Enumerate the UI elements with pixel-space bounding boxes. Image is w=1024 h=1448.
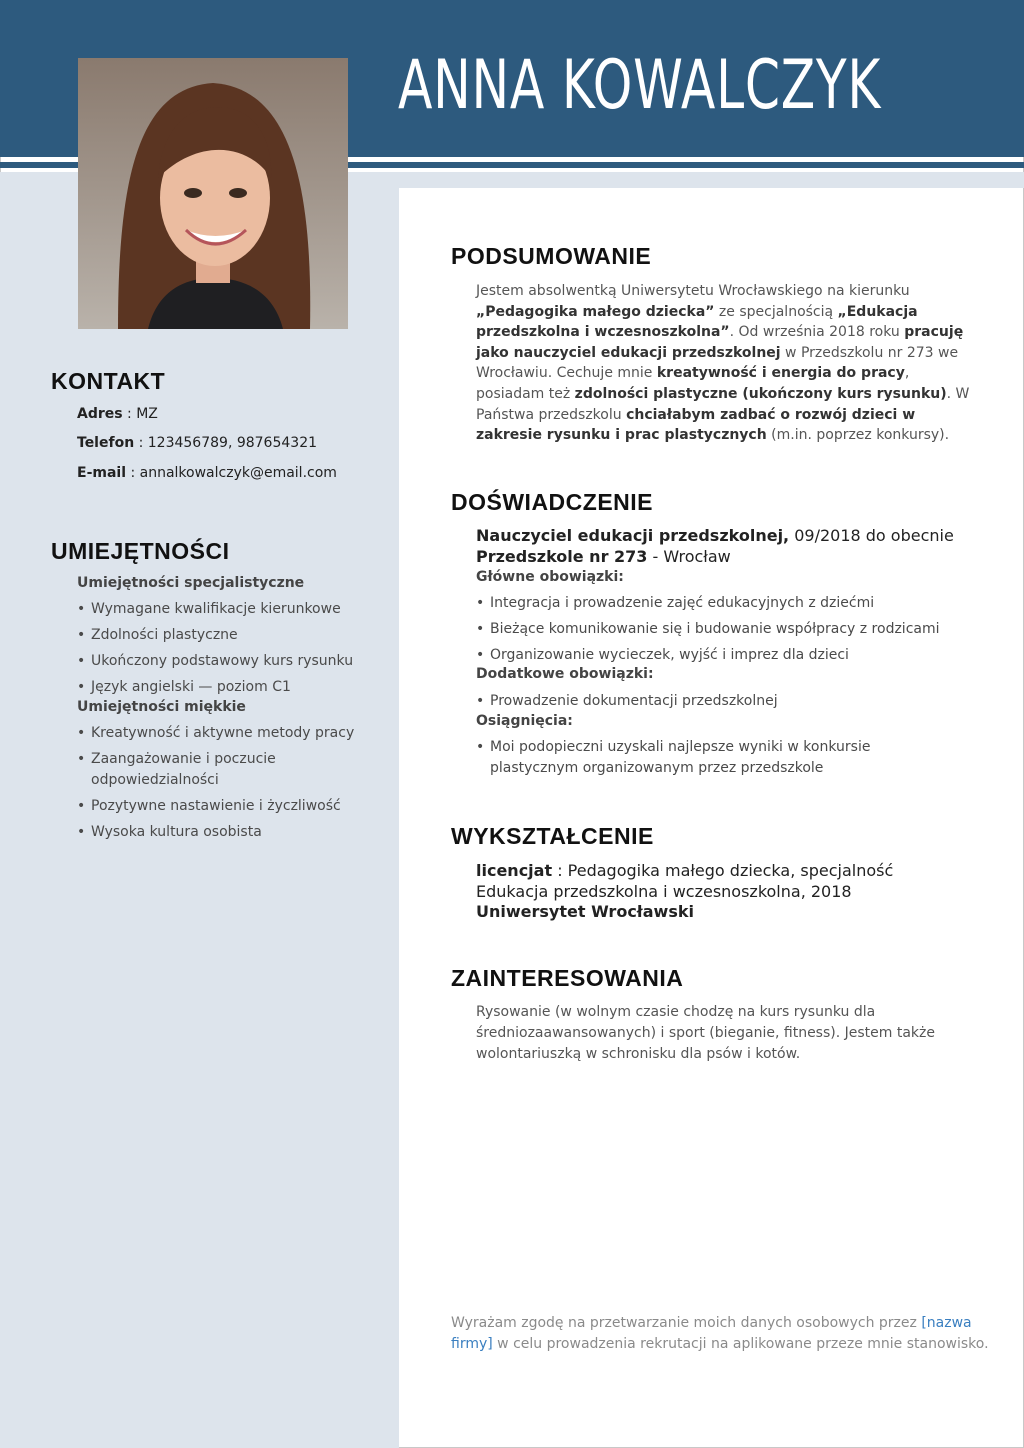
- summary-text: Jestem absolwentką Uniwersytetu Wrocławskiego na kierunku „Pedagogika małego dziecka” ze specjalnością „Edukacja przedszkolna i wczesnoszkolna”. Od września 2018 roku pracuję jako nauczyciel edukacji przedszkolnej w Przedszkolu nr 273 we Wrocławiu. Cechuje mnie kreatywność i energia do pracy, posiadam też zdolności plastyczne (ukończony kurs rysunku). W Państwa przedszkolu chciałabym zadbać o rozwój dzieci w zakresie rysunku i prac plastycznych (m.in. poprzez konkursy).: [476, 283, 970, 444]
- contact-address: [77, 406, 158, 422]
- interests-text: Rysowanie (w wolnym czasie chodzę na kurs rysunku dla średniozaawansowanych) i sport (bieganie, fitness). Jestem także wolontariuszką w schronisku dla psów i kotów.: [476, 1004, 935, 1062]
- job-location: - Wrocław: [647, 547, 731, 566]
- profile-photo: [78, 58, 348, 329]
- degree-label: licencjat: [476, 861, 553, 880]
- job-title: Nauczyciel edukacji przedszkolnej,: [476, 526, 790, 545]
- candidate-name: ANNA KOWALCZYK: [398, 46, 882, 125]
- contact-phone: [77, 435, 317, 451]
- contact-heading: KONTAKT: [51, 368, 166, 394]
- degree-details: : Pedagogika małego dziecka, specjalność Edukacja przedszkolna i wczesnoszkolna, 2018: [476, 861, 894, 901]
- education-degree: [476, 860, 956, 902]
- extra-duties-label: Dodatkowe obowiązki:: [476, 666, 654, 682]
- phone-label: Telefon: [77, 435, 135, 451]
- experience-heading: DOŚWIADCZENIE: [451, 489, 653, 515]
- achievements-label: Osiągnięcia:: [476, 713, 573, 729]
- email-value: : annalkowalczyk@email.com: [126, 465, 337, 481]
- education-school: Uniwersytet Wrocławski: [476, 902, 694, 921]
- main-top-band: [399, 172, 1024, 188]
- contact-email: [77, 465, 337, 481]
- email-label: E-mail: [77, 465, 127, 481]
- interests-heading: ZAINTERESOWANIA: [451, 965, 684, 991]
- company-name-placeholder: [nazwa firmy]: [451, 1315, 972, 1352]
- address-value: : MZ: [122, 406, 158, 422]
- job-title-line: [476, 526, 954, 545]
- consent-clause: Wyrażam zgodę na przetwarzanie moich danych osobowych przez [nazwa firmy] w celu prowadzenia rekrutacji na aplikowane przeze mnie stanowisko.: [451, 1315, 989, 1352]
- job-company: Przedszkole nr 273: [476, 547, 648, 566]
- portrait-image: [78, 58, 348, 329]
- soft-skills-label: Umiejętności miękkie: [77, 699, 246, 715]
- main-duties-label: Główne obowiązki:: [476, 569, 624, 585]
- skills-heading: UMIEJĘTNOŚCI: [51, 538, 230, 564]
- job-company-line: [476, 547, 731, 566]
- summary-heading: PODSUMOWANIE: [451, 243, 652, 269]
- phone-value: : 123456789, 987654321: [134, 435, 318, 451]
- job-dates: 09/2018 do obecnie: [789, 526, 954, 545]
- specialist-skills-label: Umiejętności specjalistyczne: [77, 575, 305, 591]
- address-label: Adres: [77, 406, 123, 422]
- education-heading: WYKSZTAŁCENIE: [451, 823, 654, 849]
